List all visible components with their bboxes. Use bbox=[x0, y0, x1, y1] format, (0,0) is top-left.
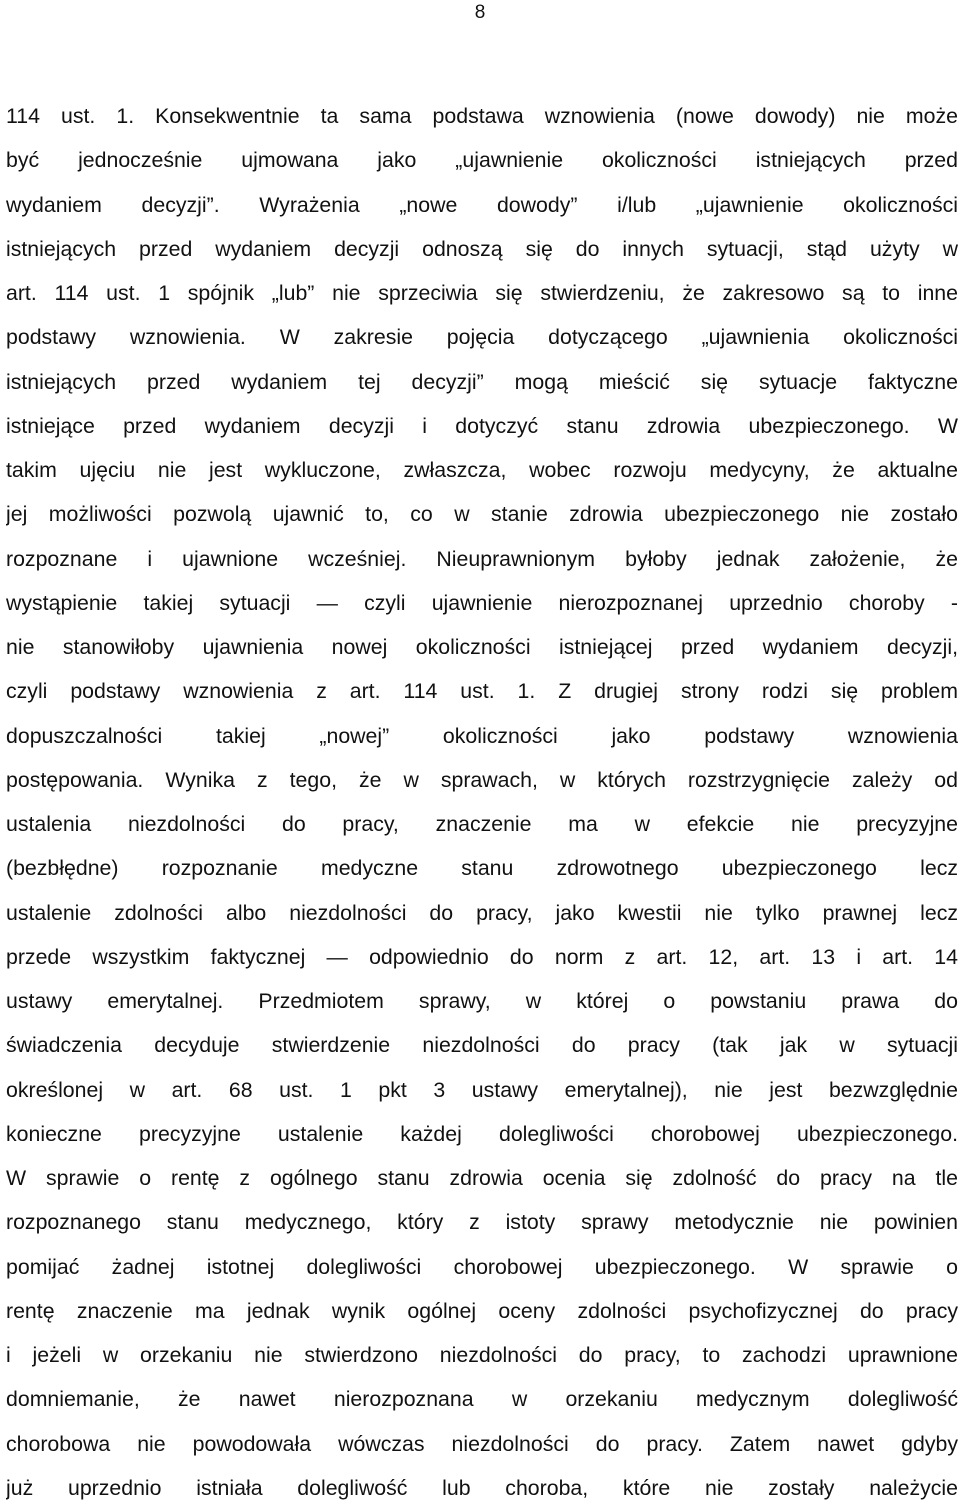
text-line: W sprawie o rentę z ogólnego stanu zdrowia ocenia się zdolność do pracy na tle bbox=[6, 1166, 958, 1190]
page-number: 8 bbox=[474, 2, 486, 23]
text-line: istniejących przed wydaniem decyzji odnoszą się do innych sytuacji, stąd użyty w bbox=[6, 236, 958, 261]
text-line: podstawy wznowienia. W zakresie pojęcia dotyczącego „ujawnienia okoliczności bbox=[6, 325, 958, 350]
text-line: określonej w art. 68 ust. 1 pkt 3 ustawy emerytalnej), nie jest bezwzględnie bbox=[6, 1077, 958, 1102]
text-line: czyli podstawy wznowienia z art. 114 ust. 1. Z drugiej strony rodzi się problem bbox=[6, 679, 958, 704]
text-line: ustalenie zdolności albo niezdolności do pracy, jako kwestii nie tylko prawnej lecz bbox=[6, 900, 958, 925]
text-line: ustawy emerytalnej. Przedmiotem sprawy, w której o powstaniu prawa do bbox=[6, 989, 958, 1013]
text-line: przede wszystkim faktycznej — odpowiednio do norm z art. 12, art. 13 i art. 14 bbox=[6, 944, 958, 969]
text-line: postępowania. Wynika z tego, że w sprawach, w których rozstrzygnięcie zależy od bbox=[6, 767, 958, 792]
text-line: konieczne precyzyjne ustalenie każdej dolegliwości chorobowej ubezpieczonego. bbox=[6, 1121, 958, 1146]
text-line: dopuszczalności takiej „nowej” okoliczności jako podstawy wznowienia bbox=[6, 723, 958, 748]
text-line: istniejące przed wydaniem decyzji i dotyczyć stanu zdrowia ubezpieczonego. W bbox=[6, 413, 958, 438]
text-line: wystąpienie takiej sytuacji — czyli ujawnienie nierozpoznanej uprzednio choroby - bbox=[6, 590, 958, 615]
text-line: jej możliwości pozwolą ujawnić to, co w stanie zdrowia ubezpieczonego nie zostało bbox=[6, 502, 958, 527]
text-line: ustalenia niezdolności do pracy, znaczenie ma w efekcie nie precyzyjne bbox=[6, 812, 958, 836]
text-line: rozpoznanego stanu medycznego, który z istoty sprawy metodycznie nie powinien bbox=[6, 1210, 958, 1235]
text-line: 114 ust. 1. Konsekwentnie ta sama podstawa wznowienia (nowe dowody) nie może bbox=[6, 104, 958, 128]
text-line: istniejących przed wydaniem tej decyzji” mogą mieścić się sytuacje faktyczne bbox=[6, 369, 958, 394]
text-line: rozpoznane i ujawnione wcześniej. Nieuprawnionym byłoby jednak założenie, że bbox=[6, 546, 958, 571]
text-line: wydaniem decyzji”. Wyrażenia „nowe dowody” i/lub „ujawnienie okoliczności bbox=[6, 192, 958, 217]
text-line: i jeżeli w orzekaniu nie stwierdzono niezdolności do pracy, to zachodzi uprawnione bbox=[6, 1343, 958, 1367]
text-line: chorobowa nie powodowała wówczas niezdolności do pracy. Zatem nawet gdyby bbox=[6, 1431, 958, 1456]
text-line: pomijać żadnej istotnej dolegliwości chorobowej ubezpieczonego. W sprawie o bbox=[6, 1254, 958, 1279]
document-body bbox=[6, 94, 958, 1510]
text-line: już uprzednio istniała dolegliwość lub choroba, które nie zostały należycie bbox=[6, 1475, 958, 1500]
text-line: (bezbłędne) rozpoznanie medyczne stanu zdrowotnego ubezpieczonego lecz bbox=[6, 856, 958, 881]
text-line: art. 114 ust. 1 spójnik „lub” nie sprzeciwia się stwierdzeniu, że zakresowo są to inne bbox=[6, 281, 958, 305]
text-line: świadczenia decyduje stwierdzenie niezdolności do pracy (tak jak w sytuacji bbox=[6, 1033, 958, 1058]
text-line: być jednocześnie ujmowana jako „ujawnienie okoliczności istniejących przed bbox=[6, 148, 958, 173]
text-line: domniemanie, że nawet nierozpoznana w orzekaniu medycznym dolegliwość bbox=[6, 1387, 958, 1412]
text-line: takim ujęciu nie jest wykluczone, zwłaszcza, wobec rozwoju medycyny, że aktualne bbox=[6, 458, 958, 482]
text-line: rentę znaczenie ma jednak wynik ogólnej oceny zdolności psychofizycznej do pracy bbox=[6, 1298, 958, 1323]
text-line: nie stanowiłoby ujawnienia nowej okoliczności istniejącej przed wydaniem decyzji, bbox=[6, 635, 958, 659]
